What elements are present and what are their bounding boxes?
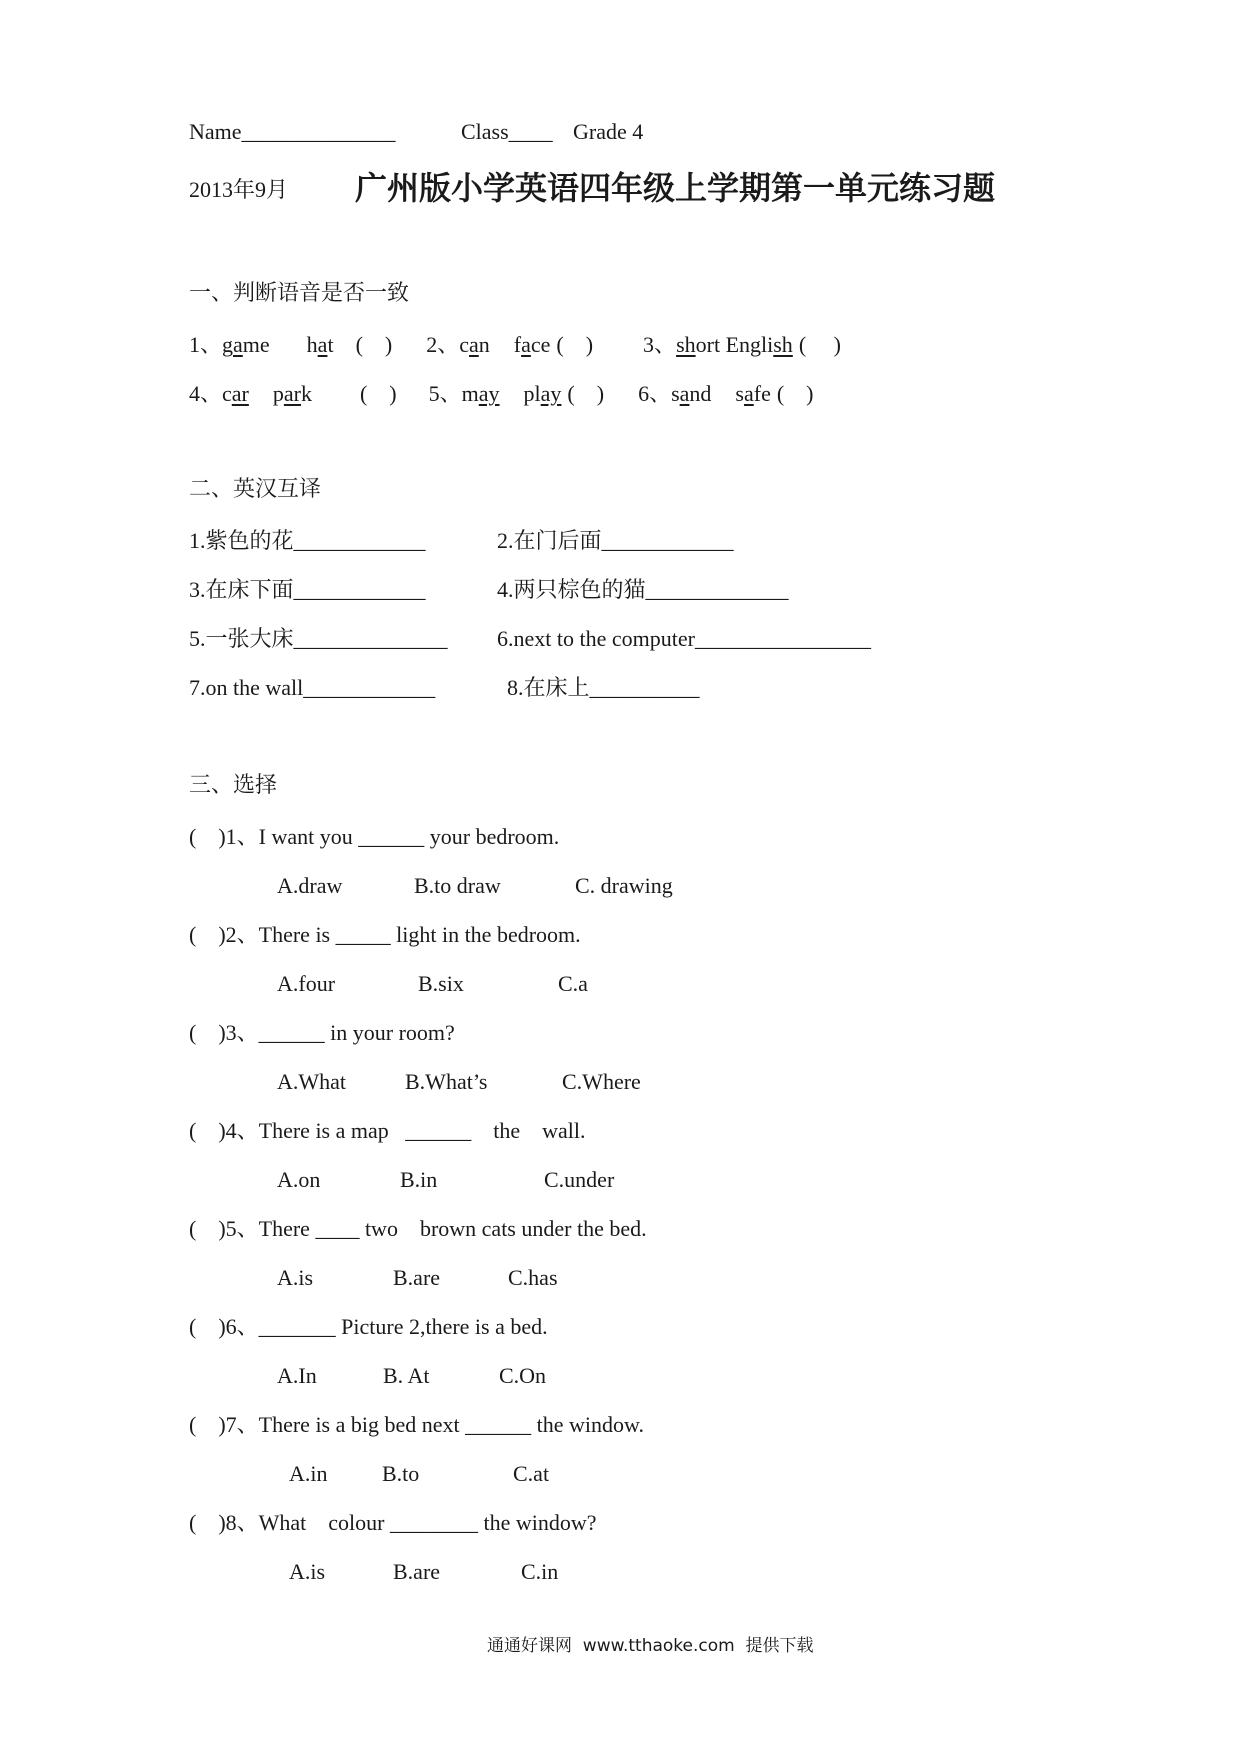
q1-option-a[interactable]: A.draw <box>277 873 343 898</box>
q2-word2: face <box>513 332 551 357</box>
choice-question-5[interactable]: ( )5、There ____ two brown cats under the bed. <box>189 1216 647 1241</box>
q1-option-c[interactable]: C. drawing <box>575 873 673 898</box>
q6-word1: sand <box>671 381 712 406</box>
q3-word1: short <box>676 332 726 357</box>
q5-number: 5、 <box>428 381 462 406</box>
choice-question-3[interactable]: ( )3、______ in your room? <box>189 1020 455 1045</box>
q4-option-b[interactable]: B.in <box>400 1167 438 1192</box>
q5-option-b[interactable]: B.are <box>393 1265 441 1290</box>
q3-option-a[interactable]: A.What <box>277 1069 347 1094</box>
q6-word2: safe <box>735 381 771 406</box>
q8-option-b[interactable]: B.are <box>393 1559 441 1584</box>
q6-option-a[interactable]: A.In <box>277 1363 317 1388</box>
q2-option-a[interactable]: A.four <box>277 971 336 996</box>
q5-word2: play <box>523 381 562 406</box>
q4-word2: park <box>272 381 312 406</box>
q7-option-b[interactable]: B.to <box>382 1461 420 1486</box>
choice-question-6[interactable]: ( )6、_______ Picture 2,there is a bed. <box>189 1314 548 1339</box>
q5-option-a[interactable]: A.is <box>277 1265 314 1290</box>
q1-word1: game <box>222 332 270 357</box>
q1-answer-blank[interactable]: ( ) <box>355 332 393 357</box>
choice-question-8[interactable]: ( )8、What colour ________ the window? <box>189 1510 597 1535</box>
q2-option-b[interactable]: B.six <box>418 971 464 996</box>
choice-question-1[interactable]: ( )1、I want you ______ your bedroom. <box>189 824 560 849</box>
q2-option-c[interactable]: C.a <box>558 971 588 996</box>
phonics-row-1 <box>189 331 841 359</box>
section1-heading: 一、判断语音是否一致 <box>189 280 410 305</box>
grade-label: Grade 4 <box>573 119 644 144</box>
q2-answer-blank[interactable]: ( ) <box>556 332 594 357</box>
choice-question-4[interactable]: ( )4、There is a map ______ the wall. <box>189 1118 586 1143</box>
q7-option-a[interactable]: A.in <box>289 1461 328 1486</box>
q4-option-a[interactable]: A.on <box>277 1167 321 1192</box>
translation-item-2[interactable]: 2.在门后面____________ <box>497 528 734 553</box>
q4-word1: car <box>222 381 249 406</box>
q6-option-b[interactable]: B. At <box>383 1363 430 1388</box>
q3-option-b[interactable]: B.What’s <box>405 1069 488 1094</box>
footer-credit: 通通好课网 www.tthaoke.com 提供下载 <box>487 1636 814 1656</box>
section3-heading: 三、选择 <box>189 772 278 797</box>
translation-item-1[interactable]: 1.紫色的花____________ <box>189 528 426 553</box>
translation-item-8[interactable]: 8.在床上__________ <box>507 675 700 700</box>
name-field: Name______________ <box>189 119 396 144</box>
page-title: 广州版小学英语四年级上学期第一单元练习题 <box>355 170 996 206</box>
q1-option-b[interactable]: B.to draw <box>414 873 501 898</box>
q1-word2: hat <box>306 332 334 357</box>
q6-answer-blank[interactable]: ( ) <box>776 381 814 406</box>
class-field: Class____ <box>461 119 553 144</box>
choice-question-7[interactable]: ( )7、There is a big bed next ______ the window. <box>189 1412 644 1437</box>
q8-option-a[interactable]: A.is <box>289 1559 326 1584</box>
date-label: 2013年9月 <box>189 177 289 202</box>
q4-number: 4、 <box>189 381 223 406</box>
translation-item-7[interactable]: 7.on the wall____________ <box>189 675 436 700</box>
translation-item-6[interactable]: 6.next to the computer________________ <box>497 626 871 651</box>
q3-word2: English <box>725 332 793 357</box>
q2-number: 2、 <box>426 332 460 357</box>
translation-item-5[interactable]: 5.一张大床______________ <box>189 626 448 651</box>
q8-option-c[interactable]: C.in <box>521 1559 559 1584</box>
q2-word1: can <box>459 332 490 357</box>
q5-answer-blank[interactable]: ( ) <box>567 381 605 406</box>
choice-question-2[interactable]: ( )2、There is _____ light in the bedroom. <box>189 922 581 947</box>
q7-option-c[interactable]: C.at <box>513 1461 550 1486</box>
phonics-row-2 <box>189 380 814 408</box>
q4-option-c[interactable]: C.under <box>544 1167 615 1192</box>
q6-option-c[interactable]: C.On <box>499 1363 547 1388</box>
q6-number: 6、 <box>638 381 672 406</box>
translation-item-4[interactable]: 4.两只棕色的猫_____________ <box>497 577 789 602</box>
q1-number: 1、 <box>189 332 223 357</box>
q3-option-c[interactable]: C.Where <box>562 1069 641 1094</box>
translation-item-3[interactable]: 3.在床下面____________ <box>189 577 426 602</box>
section2-heading: 二、英汉互译 <box>189 476 322 501</box>
q3-answer-blank[interactable]: ( ) <box>798 332 841 357</box>
q4-answer-blank[interactable]: ( ) <box>359 381 397 406</box>
q5-option-c[interactable]: C.has <box>508 1265 558 1290</box>
q5-word1: may <box>461 381 500 406</box>
q3-number: 3、 <box>643 332 677 357</box>
